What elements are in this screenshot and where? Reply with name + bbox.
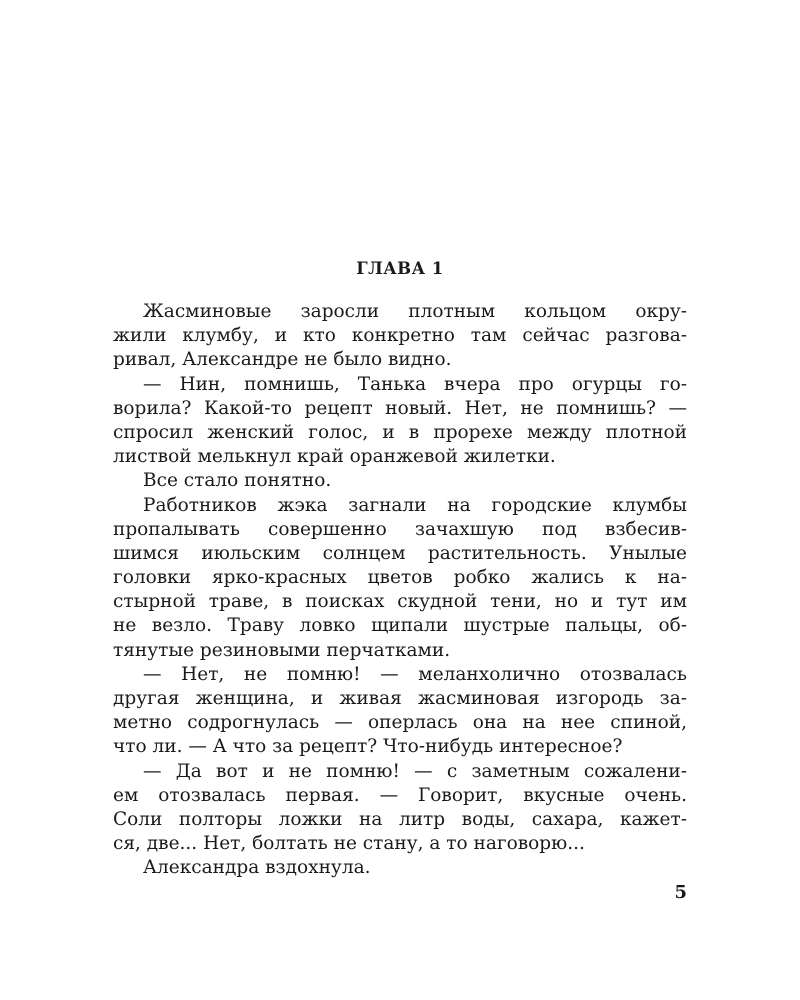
text-line: тянутые резиновыми перчатками. <box>113 639 451 661</box>
text-line: Все стало понятно. <box>143 470 332 492</box>
text-line: Александра вздохнула. <box>143 857 371 879</box>
page-number: 5 <box>674 882 687 903</box>
text-line: ворила? Какой-то рецепт новый. Нет, не помнишь? — <box>113 397 687 419</box>
text-line: Работников жэка загнали на городские клумбы <box>143 494 687 516</box>
text-line: Жасминовые заросли плотным кольцом окру- <box>143 301 687 322</box>
text-line: листвой мелькнул край оранжевой жилетки. <box>113 446 556 468</box>
text-line: не везло. Траву ловко щипали шустрые пальцы, об- <box>113 615 687 637</box>
text-line: головки ярко-красных цветов робко жались к на- <box>113 567 687 589</box>
text-line: Соли полторы ложки на литр воды, сахара, кажет- <box>113 808 687 830</box>
chapter-title: ГЛАВА 1 <box>356 259 444 278</box>
text-line: — Нин, помнишь, Танька вчера про огурцы го- <box>143 373 687 395</box>
body-text <box>113 300 687 881</box>
text-line: — Да вот и не помню! — с заметным сожалени- <box>143 760 687 782</box>
text-line: что ли. — А что за рецепт? Что-нибудь интересное? <box>113 736 623 758</box>
text-line: стырной траве, в поисках скудной тени, но и тут им <box>113 591 687 613</box>
text-line: ривал, Александре не было видно. <box>113 349 452 371</box>
text-line: пропалывать совершенно зачахшую под взбесив- <box>113 518 687 540</box>
text-line: шимся июльским солнцем растительность. Унылые <box>113 542 687 564</box>
text-line: — Нет, не помню! — меланхолично отозвалась <box>143 663 687 685</box>
text-line: спросил женский голос, и в прорехе между плотной <box>113 421 687 443</box>
text-line: метно содрогнулась — оперлась она на нее спиной, <box>113 712 687 734</box>
text-line: ем отозвалась первая. — Говорит, вкусные очень. <box>113 784 687 806</box>
text-line: другая женщина, и живая жасминовая изгородь за- <box>113 688 687 709</box>
text-line: ся, две... Нет, болтать не стану, а то наговорю... <box>113 833 585 855</box>
text-line: жили клумбу, и кто конкретно там сейчас разгова- <box>113 325 687 347</box>
